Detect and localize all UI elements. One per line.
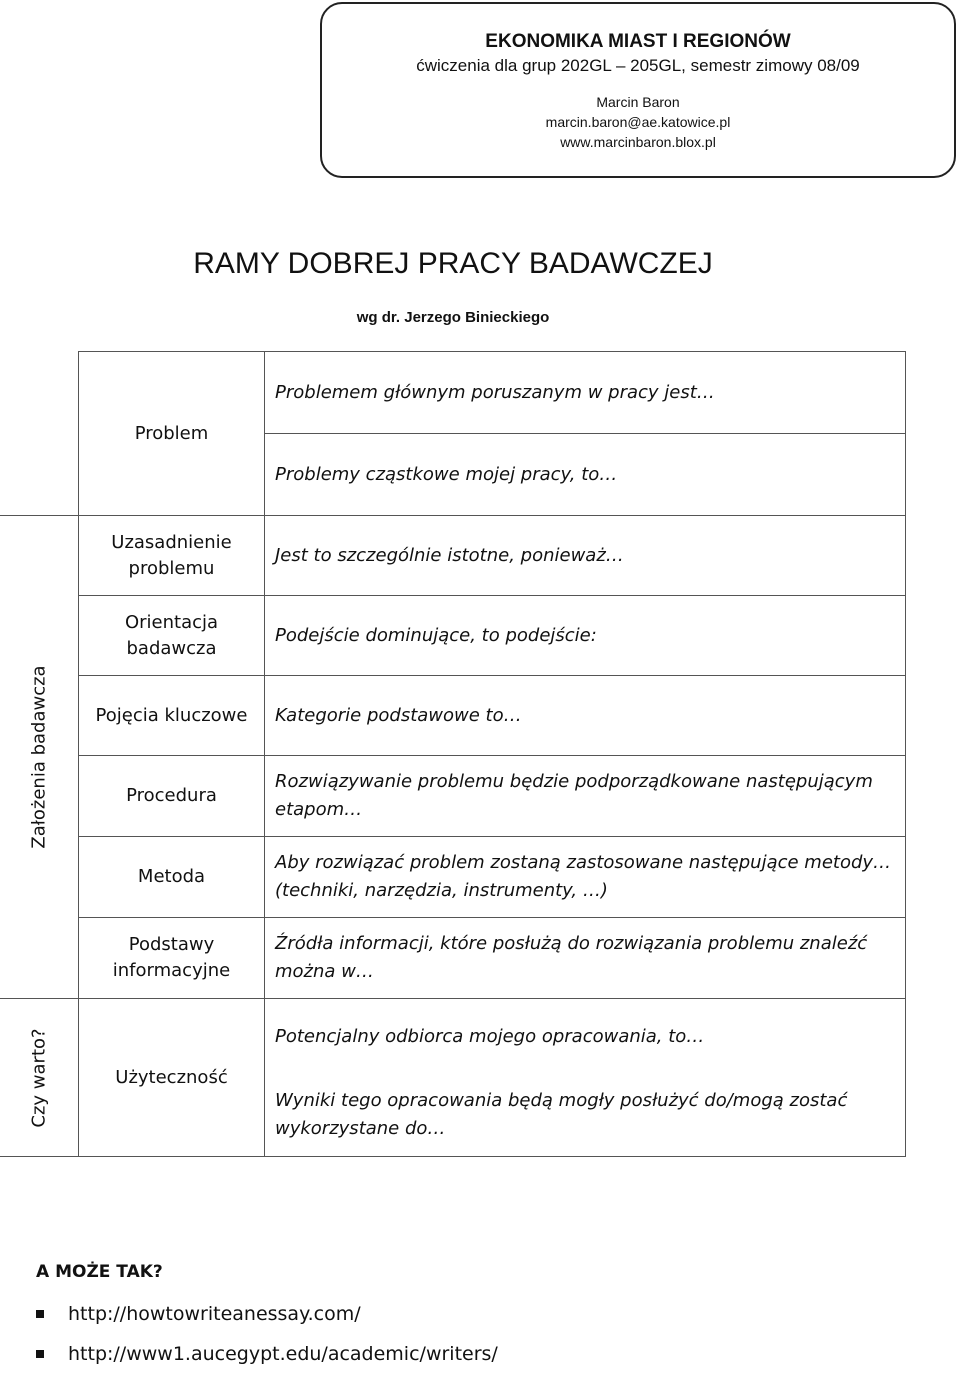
side-label-assumptions-text: Założenia badawcza (28, 665, 50, 849)
row-label-sources: Podstawy informacyjne (79, 918, 265, 999)
justification-text: Jest to szczególnie istotne, ponieważ… (265, 516, 906, 596)
table-row (0, 596, 906, 676)
footer-title: A MOŻE TAK? (36, 1262, 163, 1282)
table-row (0, 756, 906, 837)
page-title: RAMY DOBREJ PRACY BADAWCZEJ (193, 247, 713, 280)
list-item (36, 1294, 498, 1334)
side-label-worth (0, 999, 79, 1157)
row-label-problem: Problem (79, 352, 265, 516)
list-item (36, 1334, 498, 1374)
problem-main-text: Problemem głównym poruszanym w pracy jest… (265, 352, 906, 434)
row-label-usefulness: Użyteczność (79, 999, 265, 1157)
link-howtowrite[interactable]: http://howtowriteanessay.com/ (68, 1303, 361, 1325)
table-row (0, 676, 906, 756)
link-list (36, 1294, 498, 1374)
contact-block (322, 92, 954, 152)
orientation-text: Podejście dominujące, to podejście: (265, 596, 906, 676)
header-box (320, 2, 956, 178)
sources-text: Źródła informacji, które posłużą do rozwiązania problemu znaleźć można w… (265, 918, 906, 999)
procedure-text: Rozwiązywanie problemu będzie podporządkowane następującym etapom… (265, 756, 906, 837)
table-row (0, 918, 906, 999)
row-label-justification: Uzasadnienie problemu (79, 516, 265, 596)
bullet-icon (36, 1310, 44, 1318)
bullet-icon (36, 1350, 44, 1358)
usefulness-results-text: Wyniki tego opracowania będą mogły posłużyć do/mogą zostać wykorzystane do… (265, 1075, 906, 1157)
table-row (0, 352, 906, 434)
table-row (0, 516, 906, 596)
side-blank-cell (0, 352, 79, 516)
usefulness-recipient-text: Potencjalny odbiorca mojego opracowania, to… (265, 999, 906, 1075)
method-text: Aby rozwiązać problem zostaną zastosowane następujące metody… (techniki, narzędzia, instrumenty, …) (265, 837, 906, 918)
course-subtitle: ćwiczenia dla grup 202GL – 205GL, semestr zimowy 08/09 (416, 56, 860, 75)
course-title: EKONOMIKA MIAST I REGIONÓW (485, 31, 791, 52)
byline: wg dr. Jerzego Binieckiego (356, 309, 550, 326)
problem-partial-text: Problemy cząstkowe mojej pracy, to… (265, 434, 906, 516)
side-label-assumptions (0, 516, 79, 999)
table-row (0, 999, 906, 1075)
link-aucegypt[interactable]: http://www1.aucegypt.edu/academic/writers/ (68, 1343, 498, 1365)
row-label-method: Metoda (79, 837, 265, 918)
research-framework-table (0, 351, 906, 1157)
side-label-worth-text: Czy warto? (28, 1027, 50, 1128)
author-email[interactable]: marcin.baron@ae.katowice.pl (545, 114, 731, 130)
row-label-orientation: Orientacja badawcza (79, 596, 265, 676)
table-row (0, 837, 906, 918)
author-name: Marcin Baron (596, 94, 680, 110)
concepts-text: Kategorie podstawowe to… (265, 676, 906, 756)
row-label-procedure: Procedura (79, 756, 265, 837)
footer-section (36, 1262, 498, 1374)
row-label-concepts: Pojęcia kluczowe (79, 676, 265, 756)
author-website[interactable]: www.marcinbaron.blox.pl (560, 134, 716, 150)
